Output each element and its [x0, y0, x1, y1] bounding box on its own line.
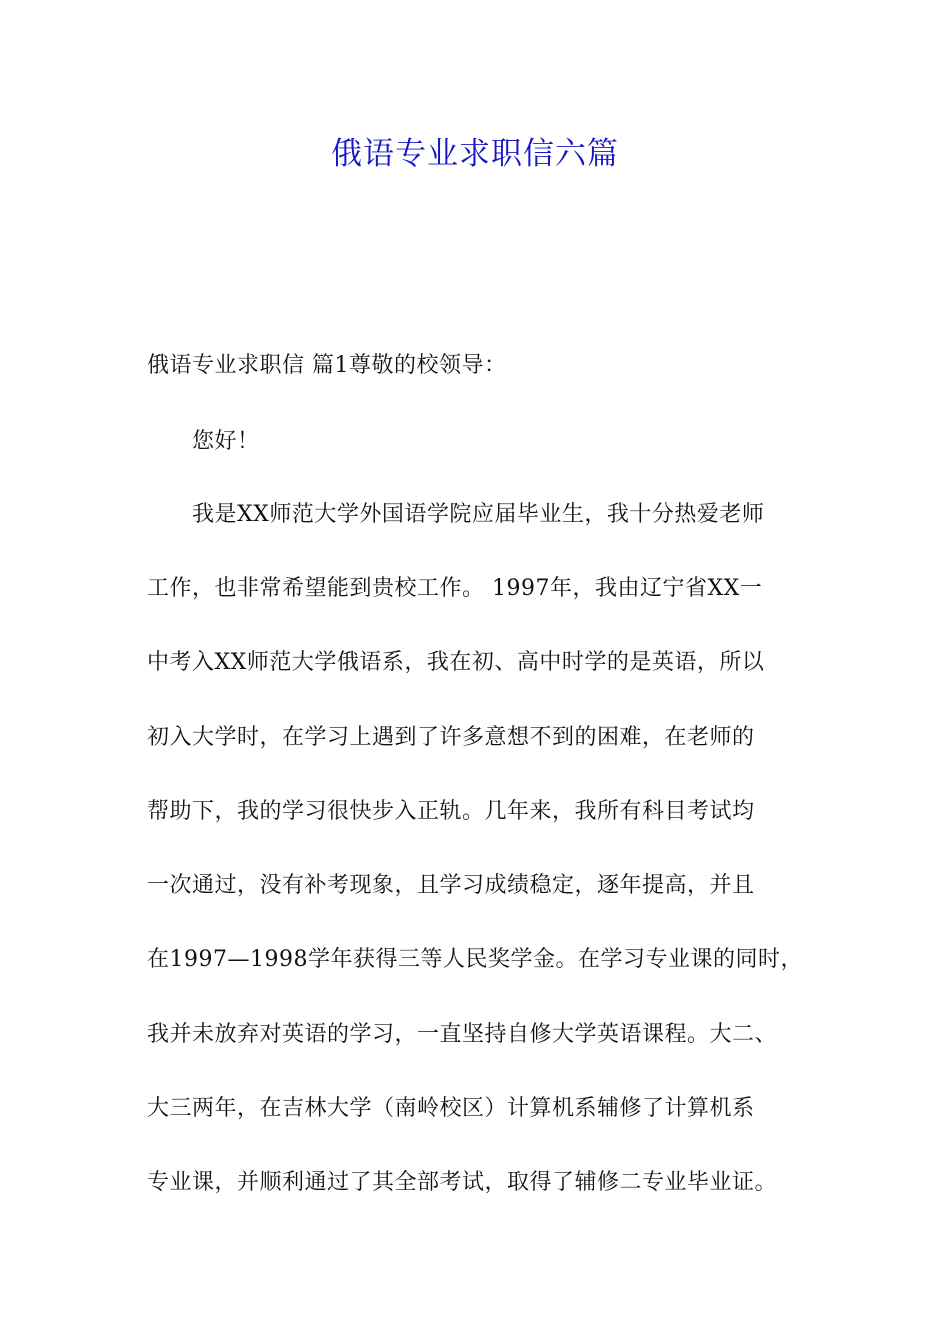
body-line-10: 专业课，并顺利通过了其全部考试，取得了辅修二专业毕业证。: [147, 1170, 778, 1195]
greeting-line: 您好！: [192, 429, 260, 454]
body-line-4: 初入大学时，在学习上遇到了许多意想不到的困难，在老师的: [147, 725, 755, 750]
body-line-1: 我是XX师范大学外国语学院应届毕业生，我十分热爱老师: [192, 502, 765, 527]
document-title: 俄语专业求职信六篇: [331, 136, 619, 172]
body-line-5: 帮助下，我的学习很快步入正轨。几年来，我所有科目考试均: [147, 799, 755, 824]
body-line-6: 一次通过，没有补考现象，且学习成绩稳定，逐年提高，并且: [147, 873, 755, 898]
body-line-9: 大三两年，在吉林大学（南岭校区）计算机系辅修了计算机系: [147, 1096, 755, 1121]
body-line-8: 我并未放弃对英语的学习，一直坚持自修大学英语课程。大二、: [147, 1022, 778, 1047]
salutation-line: 俄语专业求职信 篇1尊敬的校领导：: [147, 353, 507, 378]
body-line-2: 工作，也非常希望能到贵校工作。 1997年，我由辽宁省XX一: [147, 576, 763, 601]
body-line-7: 在1997—1998学年获得三等人民奖学金。在学习专业课的同时，: [147, 947, 803, 972]
body-line-3: 中考入XX师范大学俄语系，我在初、高中时学的是英语，所以: [147, 650, 765, 675]
